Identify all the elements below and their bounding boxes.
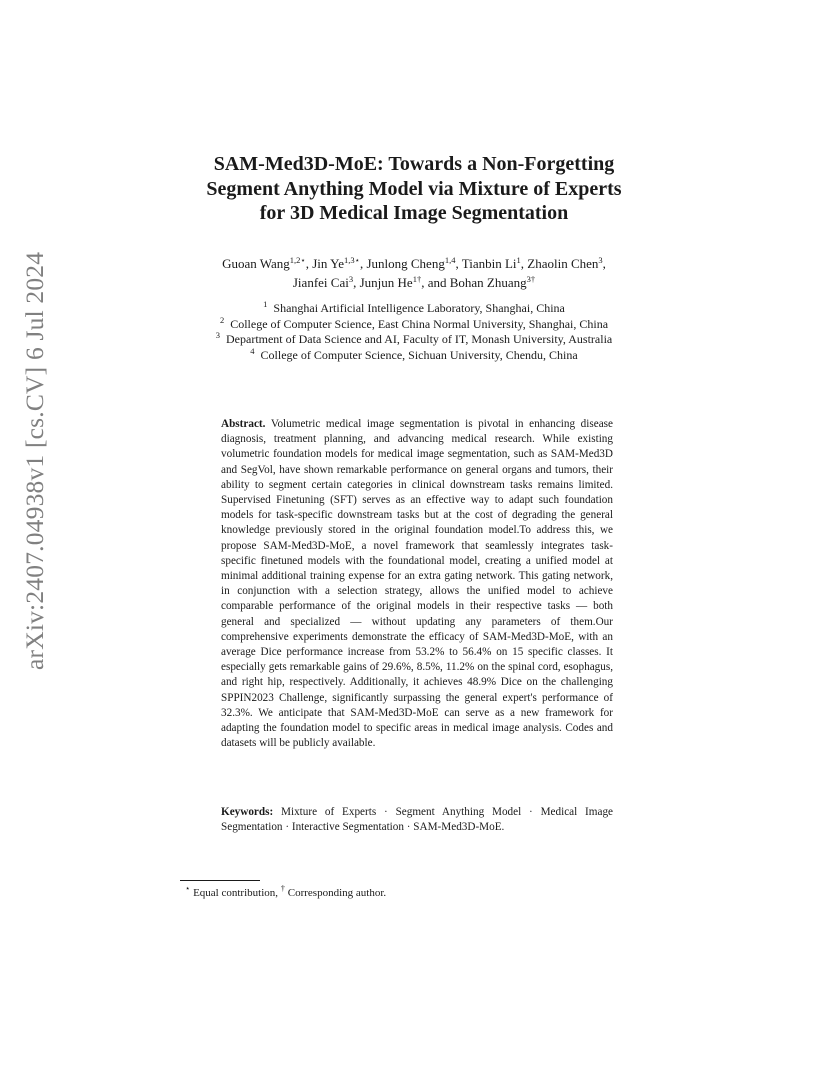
affiliation: $^4$ College of Computer Science, Sichuan University, Chendu, China xyxy=(250,345,578,362)
affiliation: $^1$ Shanghai Artificial Intelligence Laboratory, Shanghai, China xyxy=(263,299,565,315)
author-name: Bohan Zhuang xyxy=(449,275,527,290)
title-line: for 3D Medical Image Segmentation xyxy=(259,202,569,224)
keywords-label: Keywords: xyxy=(221,806,274,818)
keywords xyxy=(221,805,613,835)
footnote-rule xyxy=(180,880,260,881)
affiliation: $^2$ College of Computer Science, East China Normal University, Shanghai, China xyxy=(219,314,609,331)
author-affil-mark: 1,2⋆ xyxy=(289,255,306,265)
author-list xyxy=(150,254,678,292)
author-name: Zhaolin Chen xyxy=(527,256,599,271)
author-name: Tianbin Li xyxy=(461,256,517,271)
author-name: Guoan Wang xyxy=(222,256,290,271)
author-affil-mark: 3† xyxy=(526,274,536,284)
author-name: Jianfei Cai xyxy=(292,275,349,290)
abstract xyxy=(221,417,613,751)
abstract-text: Volumetric medical image segmentation is pivotal in enhancing disease diagnosis, treatment planning, and advancing medical research. While existing volumetric foundation models for medical image segmentation, such as SAM-Med3D and SegVol, have shown remarkable performance on general organs and tumors, their ability to segment certain categories in clinical downstream tasks remains limited. Supervised Finetuning (SFT) serves as an effective way to adapt such foundation models for task-specific downstream tasks but at the cost of degrading the general knowledge previously stored in the original foundation model.To address this, we propose SAM-Med3D-MoE, a novel framework that seamlessly integrates task-specific finetuned models with the foundational model, creating a unified model at minimal additional training expense for an extra gating network. This gating network, in conjunction with a selection strategy, allows the unified model to achieve comparable performance of the original models in their respective tasks — both general and specialized — without updating any parameters of them.Our comprehensive experiments demonstrate the efficacy of SAM-Med3D-MoE, with an average Dice performance increase from 53.2% to 56.4% on 15 specific classes. It especially gets remarkable gains of 29.6%, 8.5%, 11.2% on the spinal cord, esophagus, and right hip, respectively. Additionally, it achieves 48.9% Dice on the challenging SPPIN2023 Challenge, significantly surpassing the general expert's performance of 32.3%. We anticipate that SAM-Med3D-MoE can serve as a new framework for adapting the foundation model to specific areas in medical image analysis. Codes and datasets will be publicly available. xyxy=(221,418,613,750)
arxiv-identifier: arXiv:2407.04938v1 [cs.CV] 6 Jul 2024 xyxy=(20,251,49,670)
author-affil-mark: 1,3⋆ xyxy=(344,255,360,265)
author-affil-mark: 3 xyxy=(598,255,603,265)
author-name: Junjun He xyxy=(359,275,413,290)
author-name: Junlong Cheng xyxy=(366,256,445,271)
author-affil-mark: 1 xyxy=(516,255,521,265)
keywords-text: Mixture of Experts · Segment Anything Model · Medical Image Segmentation · Interactive Segmentation · SAM-Med3D-MoE. xyxy=(221,806,613,834)
star-mark: ⋆ xyxy=(185,883,191,893)
author-affil-mark: 1† xyxy=(412,274,422,284)
title-line: Segment Anything Model via Mixture of Experts xyxy=(206,177,622,200)
author-affil-mark: 1,4 xyxy=(444,255,456,265)
author-line: Guoan Wang$^{1,2⋆}$, Jin $Ye^{1,3⋆}$, Junlong Cheng$^{1,4}$, Tianbin Li$^1$, Zhaolin Chen$^3$, xyxy=(222,255,606,271)
author-affil-mark: 3 xyxy=(348,274,354,284)
author-line: Jianfei Cai$^3$, Junjun $He^{1\dagger}$, and Bohan Zhuang$^{3\dagger}$ xyxy=(292,274,536,290)
paper-title xyxy=(150,152,678,226)
author-name: Jin Ye xyxy=(312,256,345,271)
dagger-mark: † xyxy=(280,883,286,893)
footnote: ⋆ Equal contribution, † Corresponding author. xyxy=(185,883,387,899)
affiliation-list xyxy=(150,301,678,363)
affiliation: $^3$ Department of Data Science and AI, Faculty of IT, Monash University, Australia xyxy=(215,330,613,346)
title-line: SAM-Med3D-MoE: Towards a Non-Forgetting xyxy=(213,153,615,175)
abstract-label: Abstract. xyxy=(221,418,266,430)
